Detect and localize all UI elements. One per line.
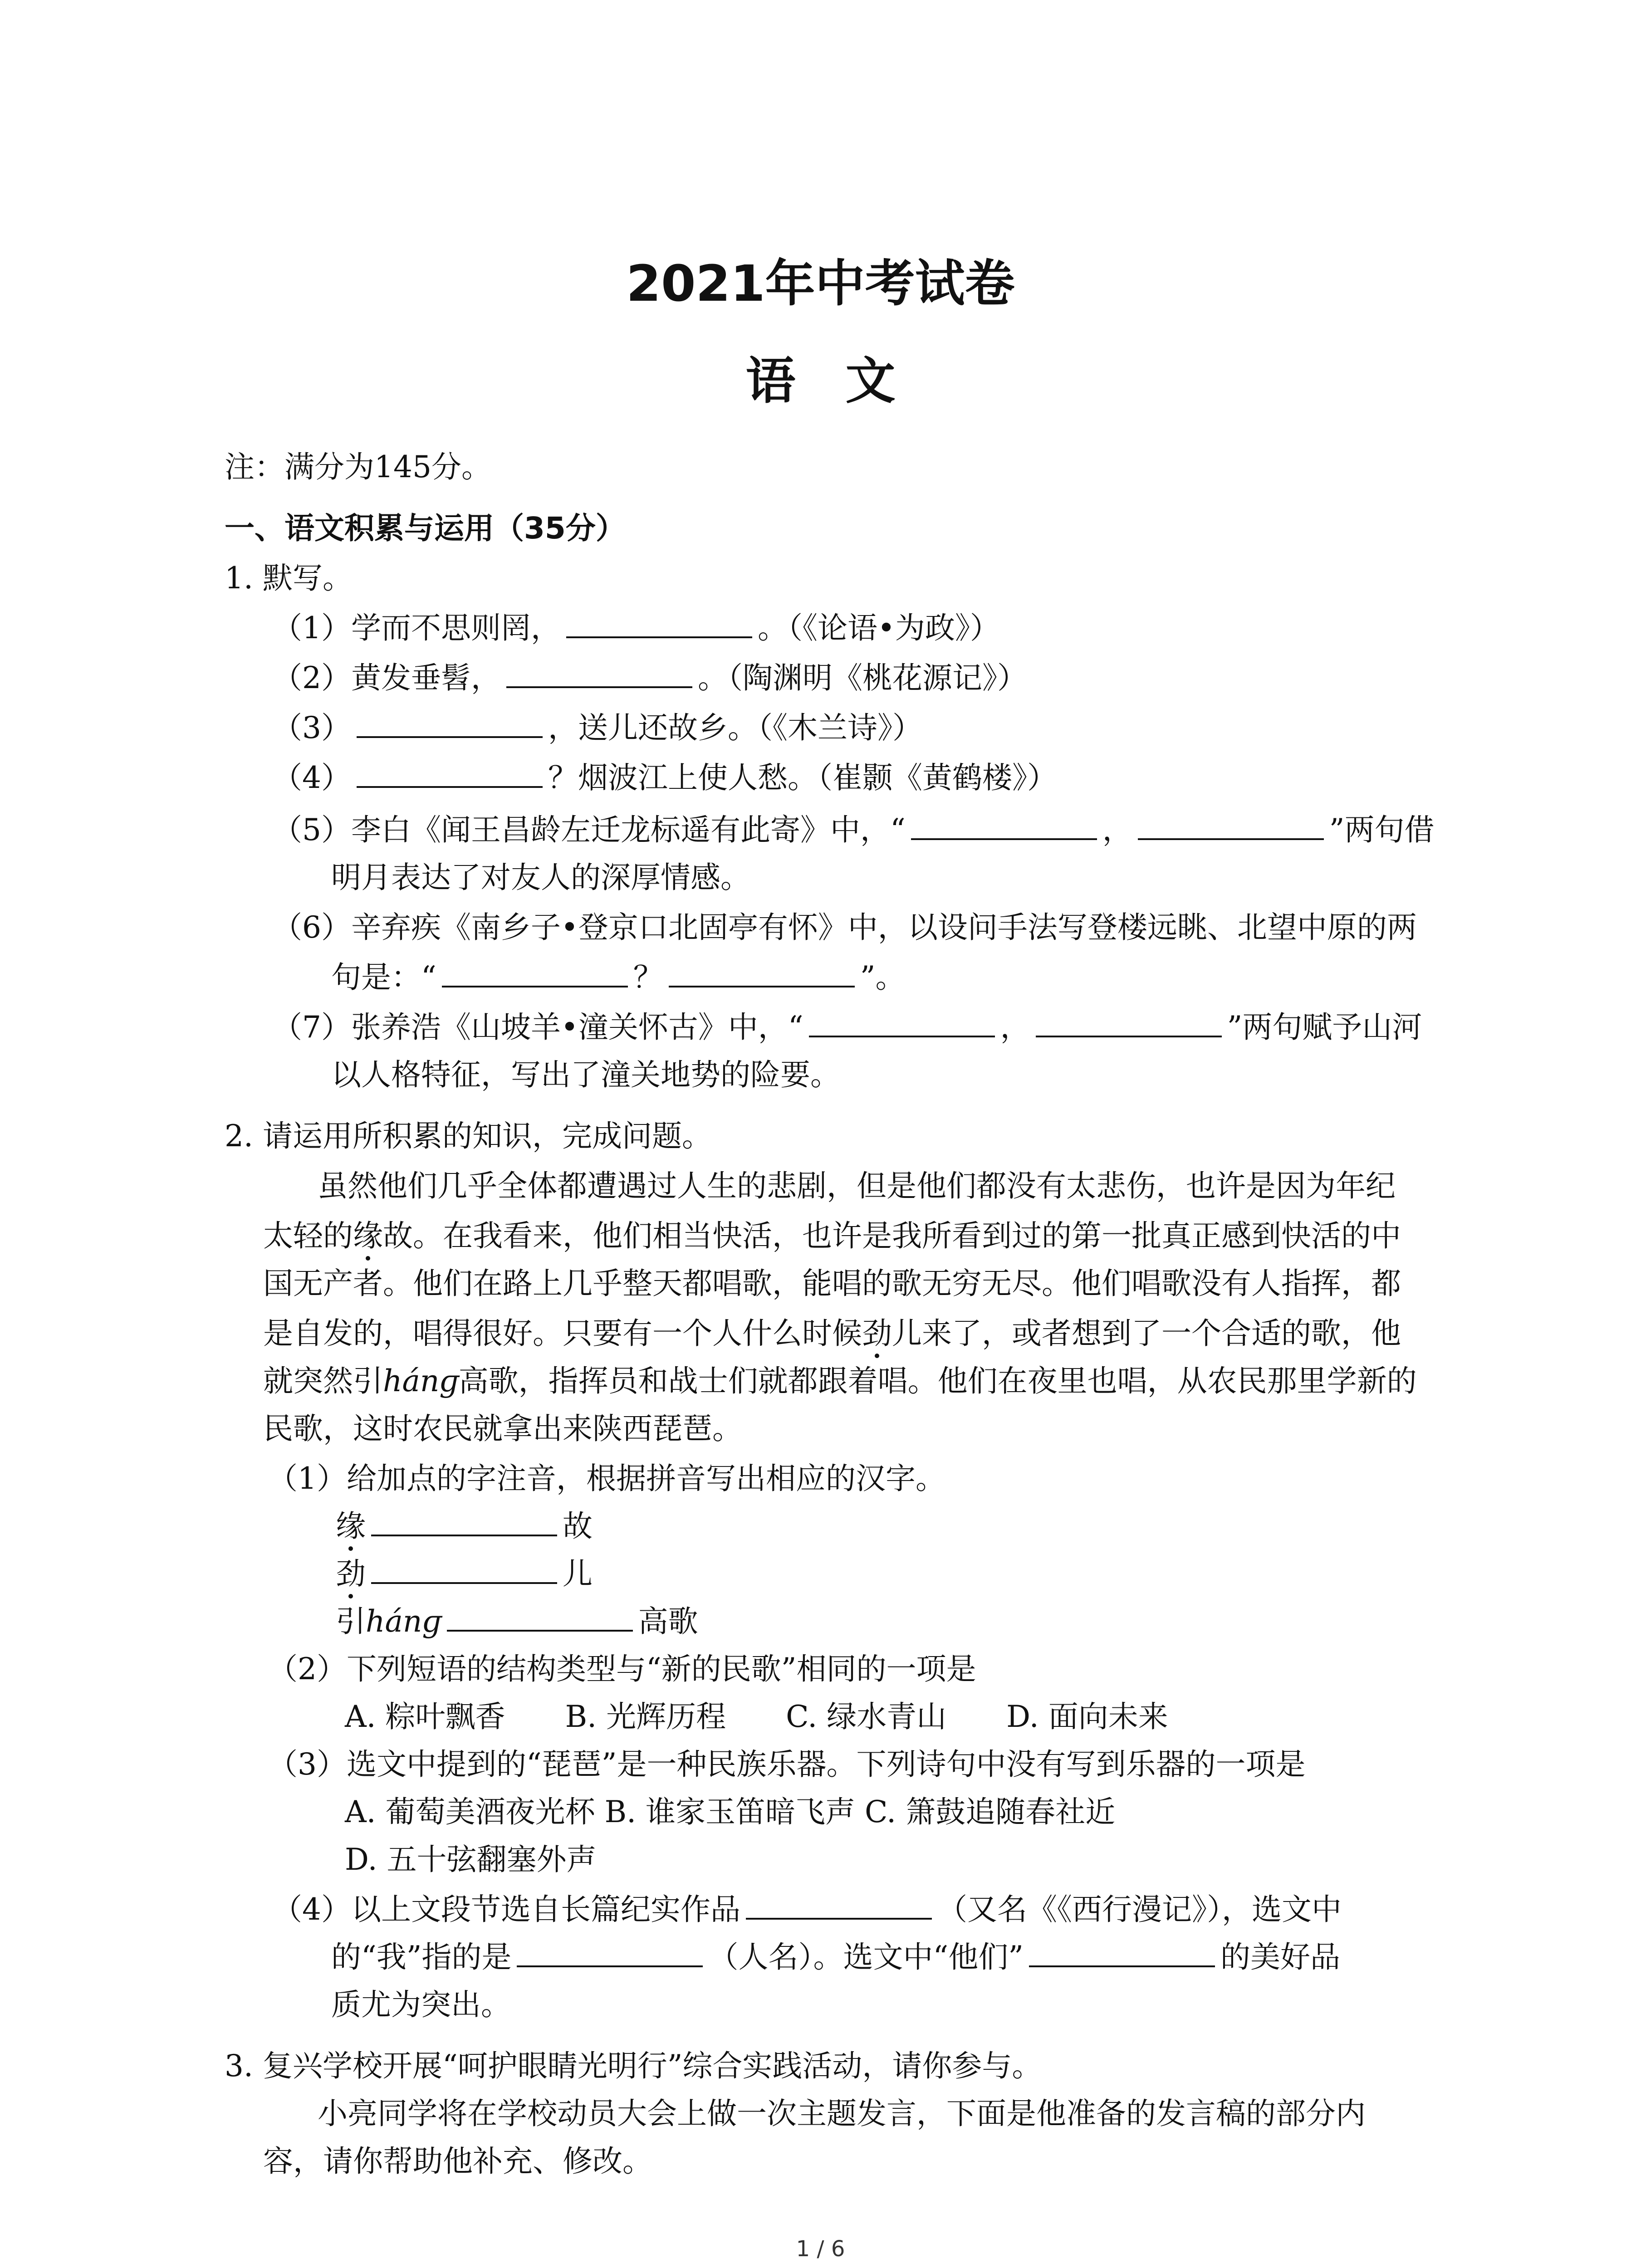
text: ”。	[860, 960, 906, 995]
text: （5）李白《闻王昌龄左迁龙标遥有此寄》中，“	[272, 812, 906, 847]
q3-paragraph-cont: 容，请你帮助他补充、修改。	[263, 2144, 652, 2179]
q3-paragraph: 小亮同学将在学校动员大会上做一次主题发言，下面是他准备的发言稿的部分内	[318, 2096, 1366, 2131]
q2-fill-1	[336, 1508, 593, 1545]
q2-stem: 2. 请运用所积累的知识，完成问题。	[225, 1119, 712, 1154]
answer-blank[interactable]	[517, 1939, 703, 1967]
answer-blank[interactable]	[911, 812, 1097, 840]
q2-passage-line	[263, 1363, 1417, 1399]
text: ，	[1000, 1010, 1030, 1045]
q2-passage-line: 虽然他们几乎全体都遭遇过人生的悲剧，但是他们都没有太悲伤，也许是因为年纪	[318, 1168, 1396, 1203]
answer-blank[interactable]	[1029, 1939, 1215, 1967]
q2-sub3-option-d: D. 五十弦翻塞外声	[345, 1842, 597, 1877]
text: 高歌	[638, 1604, 698, 1639]
q2-fill-2	[336, 1556, 593, 1592]
answer-blank[interactable]	[506, 660, 692, 688]
section-heading: 一、语文积累与运用（35分）	[225, 511, 626, 546]
text: （2）黄发垂髫，	[272, 660, 501, 695]
q2-sub2-options: A. 粽叶飘香 B. 光辉历程 C. 绿水青山 D. 面向未来	[345, 1699, 1168, 1734]
answer-blank[interactable]	[809, 1009, 995, 1037]
page-number: 1 / 6	[796, 2236, 845, 2262]
answer-blank[interactable]	[1138, 812, 1324, 840]
q2-passage-line: 国无产者。他们在路上几乎整天都唱歌，能唱的歌无穷无尽。他们唱歌没有人指挥，都	[263, 1266, 1401, 1301]
text: （7）张养浩《山坡羊•潼关怀古》中，“	[272, 1010, 803, 1045]
q1-item-2	[272, 660, 1027, 696]
text: 故	[563, 1509, 593, 1544]
pinyin: hánɡ	[366, 1604, 441, 1639]
dotted-char: 缘	[336, 1509, 366, 1544]
q2-sub3-options: A. 葡萄美酒夜光杯 B. 谁家玉笛暗飞声 C. 箫鼓追随春社近	[345, 1794, 1116, 1829]
q1-item-5-cont: 明月表达了对友人的深厚情感。	[331, 860, 750, 895]
q1-item-3	[272, 710, 922, 746]
dotted-char: 缘	[353, 1218, 383, 1253]
text: ？烟波江上使人愁。（崔颢《黄鹤楼》）	[548, 760, 1057, 795]
q2-sub4-cont	[331, 1939, 1340, 1975]
text: 。（陶渊明《桃花源记》）	[698, 660, 1027, 695]
q1-item-6: （6）辛弃疾《南乡子•登京口北固亭有怀》中，以设问手法写登楼远眺、北望中原的两	[272, 910, 1417, 945]
q1-item-7-cont: 以人格特征，写出了潼关地势的险要。	[331, 1057, 840, 1092]
pinyin: hánɡ	[383, 1364, 459, 1398]
text: 的“我”指的是	[331, 1940, 512, 1975]
q2-sub3: （3）选文中提到的“琵琶”是一种民族乐器。下列诗句中没有写到乐器的一项是	[268, 1747, 1306, 1782]
answer-blank[interactable]	[669, 959, 855, 987]
text: 句是：“	[331, 960, 436, 995]
text: 故。在我看来，他们相当快活，也许是我所看到过的第一批真正感到快活的中	[383, 1218, 1401, 1253]
dotted-char: 劲	[862, 1316, 892, 1351]
dotted-char: 劲	[336, 1556, 366, 1591]
q2-sub4	[272, 1892, 1342, 1928]
q2-passage-line	[263, 1315, 1401, 1352]
answer-blank[interactable]	[371, 1556, 557, 1584]
text: ，送儿还故乡。（《木兰诗》）	[548, 710, 922, 745]
answer-blank[interactable]	[442, 959, 628, 987]
text: （3）	[272, 710, 351, 745]
text: （又名《《西行漫记》），选文中	[937, 1892, 1342, 1927]
answer-blank[interactable]	[447, 1603, 633, 1632]
q2-sub2: （2）下列短语的结构类型与“新的民歌”相同的一项是	[268, 1652, 976, 1686]
answer-blank[interactable]	[746, 1892, 932, 1920]
text: （4）以上文段节选自长篇纪实作品	[272, 1892, 740, 1927]
q2-sub1: （1）给加点的字注音，根据拼音写出相应的汉字。	[268, 1461, 945, 1496]
text: 太轻的	[263, 1218, 353, 1253]
subject-title: 语 文	[745, 352, 896, 410]
q3-stem: 3. 复兴学校开展“呵护眼睛光明行”综合实践活动，请你参与。	[225, 2048, 1042, 2083]
text: 的美好品	[1220, 1940, 1340, 1975]
text: ，	[1102, 812, 1132, 847]
q1-item-6-cont	[331, 959, 906, 996]
answer-blank[interactable]	[1036, 1009, 1222, 1037]
score-note: 注：满分为145分。	[225, 450, 491, 484]
text: 就突然引	[263, 1364, 383, 1398]
answer-blank[interactable]	[566, 610, 752, 638]
q1-item-7	[272, 1009, 1422, 1046]
text: 儿	[563, 1556, 593, 1591]
text: 高歌，指挥员和战士们就都跟着唱。他们在夜里也唱，从农民那里学新的	[458, 1364, 1417, 1398]
text: 是自发的，唱得很好。只要有一个人什么时候	[263, 1316, 862, 1351]
q1-stem: 1. 默写。	[225, 561, 353, 596]
text: 儿来了，或者想到了一个合适的歌，他	[892, 1316, 1401, 1351]
q2-fill-3	[336, 1603, 698, 1640]
text: ？	[633, 960, 663, 995]
text: ”两句借	[1329, 812, 1435, 847]
q1-item-5	[272, 812, 1434, 848]
q1-item-1	[272, 610, 1000, 646]
q1-item-4	[272, 760, 1057, 796]
answer-blank[interactable]	[357, 760, 543, 788]
text: （4）	[272, 760, 351, 795]
text: （人名）。选文中“他们”	[708, 1940, 1024, 1975]
answer-blank[interactable]	[371, 1508, 557, 1536]
text: （1）学而不思则罔，	[272, 611, 561, 645]
answer-blank[interactable]	[357, 710, 543, 738]
text: 。（《论语•为政》）	[758, 611, 1000, 645]
q2-passage-line: 民歌，这时农民就拿出来陕西琵琶。	[263, 1411, 742, 1446]
exam-title: 2021年中考试卷	[626, 254, 1015, 313]
text: 引	[336, 1604, 366, 1639]
q2-passage-line	[263, 1218, 1401, 1254]
text: ”两句赋予山河	[1227, 1010, 1422, 1045]
q2-sub4-end: 质尤为突出。	[331, 1987, 511, 2022]
